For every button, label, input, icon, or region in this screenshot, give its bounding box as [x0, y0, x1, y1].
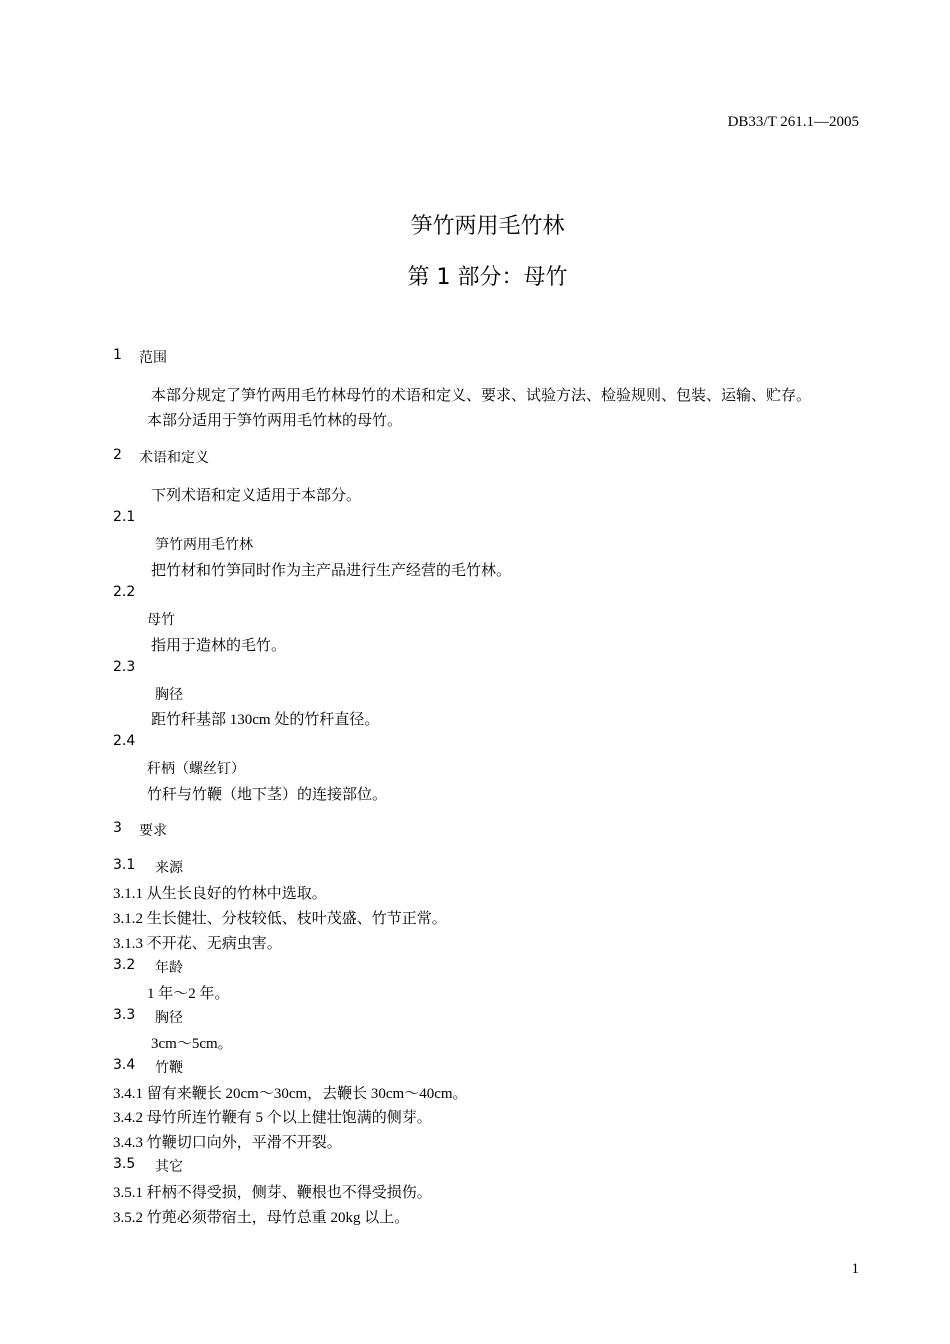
clause-item: 3.5.2 竹蔸必须带宿土，母竹总重 20kg 以上。: [113, 1210, 410, 1226]
document-number: DB33/T 261.1—2005: [727, 114, 859, 130]
clause-item: 3.1.1 从生长良好的竹林中选取。: [113, 886, 327, 902]
document-subtitle: 第 1 部分：母竹: [407, 265, 568, 290]
subsection-heading: 来源: [155, 860, 183, 876]
section-2-number: 2: [113, 447, 122, 463]
section-2-intro: 下列术语和定义适用于本部分。: [151, 488, 362, 504]
term-definition: 竹秆与竹鞭（地下茎）的连接部位。: [147, 787, 388, 803]
subsection-number: 3.3: [113, 1007, 136, 1023]
term-title: 秆柄（螺丝钉）: [147, 761, 245, 777]
clause-item: 3.5.1 秆柄不得受损，侧芽、鞭根也不得受损伤。: [113, 1185, 432, 1201]
term-definition: 距竹秆基部 130cm 处的竹秆直径。: [151, 712, 380, 728]
section-1-paragraph: 本部分规定了笋竹两用毛竹林母竹的术语和定义、要求、试验方法、检验规则、包装、运输、贮存。: [151, 388, 812, 404]
subsection-heading: 年龄: [155, 960, 183, 976]
clause-item: 3.4.1 留有来鞭长 20cm～30cm，去鞭长 30cm～40cm。: [113, 1086, 468, 1102]
subsection-heading: 胸径: [155, 1010, 183, 1026]
section-1-paragraph: 本部分适用于笋竹两用毛竹林的母竹。: [147, 413, 403, 429]
term-definition: 把竹材和竹笋同时作为主产品进行生产经营的毛竹林。: [151, 563, 512, 579]
term-definition: 指用于造林的毛竹。: [151, 638, 287, 654]
page-number: 1: [851, 1261, 859, 1277]
term-title: 笋竹两用毛竹林: [155, 537, 253, 553]
term-number: 2.4: [113, 733, 136, 749]
section-1-heading: 范围: [139, 350, 167, 366]
section-1-number: 1: [113, 347, 122, 363]
term-title: 胸径: [155, 687, 183, 703]
section-2-heading: 术语和定义: [139, 450, 209, 466]
term-number: 2.2: [113, 584, 136, 600]
clause-text: 3cm～5cm。: [151, 1036, 233, 1052]
subsection-number: 3.5: [113, 1156, 136, 1172]
clause-item: 3.1.3 不开花、无病虫害。: [113, 936, 282, 952]
subsection-heading: 竹鞭: [155, 1060, 183, 1076]
clause-item: 3.4.3 竹鞭切口向外，平滑不开裂。: [113, 1135, 342, 1151]
subsection-number: 3.4: [113, 1057, 136, 1073]
clause-item: 3.1.2 生长健壮、分枝较低、枝叶茂盛、竹节正常。: [113, 911, 447, 927]
section-3-number: 3: [113, 820, 122, 836]
subsection-number: 3.2: [113, 957, 136, 973]
clause-item: 3.4.2 母竹所连竹鞭有 5 个以上健壮饱满的侧芽。: [113, 1110, 432, 1126]
clause-text: 1 年～2 年。: [147, 986, 230, 1002]
term-number: 2.3: [113, 659, 136, 675]
document-title: 笋竹两用毛竹林: [410, 214, 565, 239]
subsection-number: 3.1: [113, 857, 136, 873]
term-number: 2.1: [113, 509, 136, 525]
subsection-heading: 其它: [155, 1159, 183, 1175]
section-3-heading: 要求: [139, 823, 167, 839]
term-title: 母竹: [147, 612, 175, 628]
